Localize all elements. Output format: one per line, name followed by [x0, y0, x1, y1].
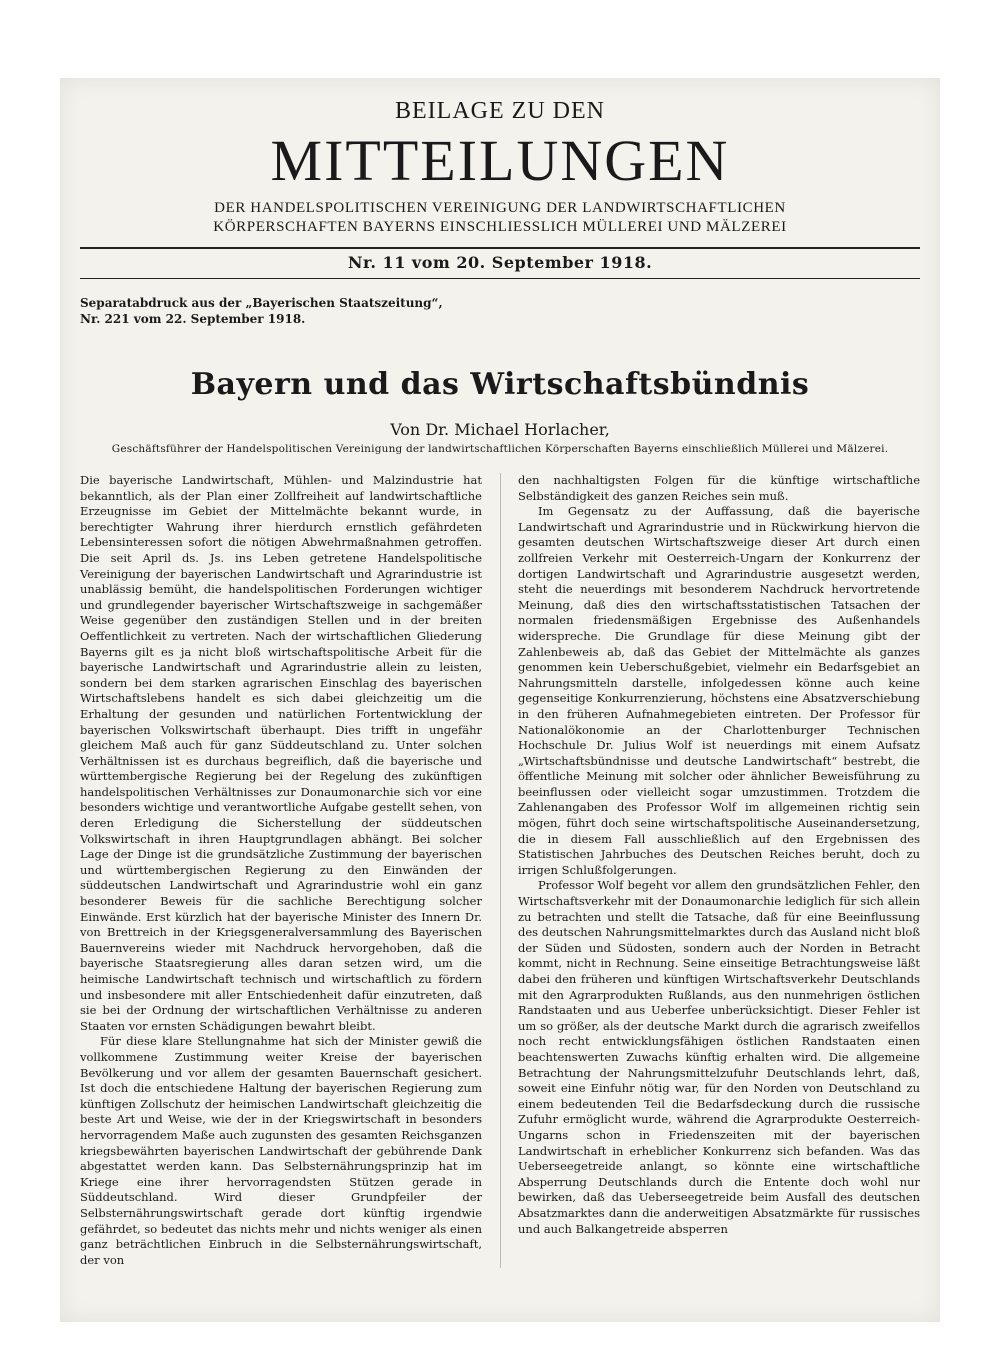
- paragraph: den nachhaltigsten Folgen für die künftige wirtschaftliche Selbständigkeit des ganzen Reiches sein muß.: [518, 473, 920, 503]
- right-column: [518, 473, 920, 1268]
- subtitle-line-1: DER HANDELSPOLITISCHEN VEREINIGUNG DER LANDWIRTSCHAFTLICHEN: [214, 200, 786, 216]
- separatabdruck-line-2: Nr. 221 vom 22. September 1918.: [80, 312, 306, 326]
- paragraph: Für diese klare Stellungnahme hat sich der Minister gewiß die vollkommene Zustimmung weiter Kreise der bayerischen Bevölkerung und vor allem der gesamten Bauernschaft gesichert. Ist doch die entschiedene Haltung der bayerischen Regierung zum künftigen Zollschutz der heimischen Landwirtschaft gleichzeitig die beste Art und Weise, wie der in der Kriegswirtschaft in besonders hervorragendem Maße auch zugunsten des gesamten Reichsganzen kriegsbewährten bayerischen Landwirtschaft der gebührende Dank abgestattet werden kann. Das Selbsternährungsprinzip hat im Kriege eine ihrer hervorragendsten Stützen gerade in Süddeutschland. Wird dieser Grundpfeiler der Selbsternährungswirtschaft gerade dort künftig irgendwie gefährdet, so bedeutet das nichts mehr und nichts weniger als einen ganz beträchtlichen Einbruch in die Selbsternährungswirtschaft, der von: [80, 1034, 482, 1267]
- separatabdruck-note: [80, 295, 920, 327]
- article-headline: Bayern und das Wirtschaftsbündnis: [190, 367, 810, 402]
- article-byline: Von Dr. Michael Horlacher,: [390, 420, 610, 439]
- article-body: [80, 473, 920, 1268]
- subtitle: [80, 199, 920, 237]
- header-rule-bottom: [80, 278, 920, 279]
- subtitle-line-2: KÖRPERSCHAFTEN BAYERNS EINSCHLIESSLICH MÜLLEREI UND MÄLZEREI: [213, 219, 787, 235]
- separatabdruck-line-1: Separatabdruck aus der „Bayerischen Staatszeitung“,: [80, 296, 443, 310]
- supertitle: BEILAGE ZU DEN: [395, 98, 605, 124]
- header-rule-top: [80, 247, 920, 249]
- column-divider: [500, 473, 501, 1268]
- issue-line: Nr. 11 vom 20. September 1918.: [347, 253, 653, 272]
- page-title: MITTEILUNGEN: [270, 128, 730, 193]
- left-column: [80, 473, 482, 1268]
- author-affiliation: Geschäftsführer der Handelspolitischen Vereinigung der landwirtschaftlichen Körperschaften Bayerns einschließlich Müllerei und Mälzerei.: [111, 443, 889, 455]
- paragraph: Die bayerische Landwirtschaft, Mühlen- und Malzindustrie hat bekanntlich, als der Plan einer Zollfreiheit auf landwirtschaftliche Erzeugnisse im Gebiet der Mittelmächte bekannt wurde, in berechtigter Wahrung ihrer hierdurch ernstlich gefährdeten Lebensinteressen sofort die nötigen Abwehrmaßnahmen getroffen. Die seit April ds. Js. ins Leben getretene Handelspolitische Vereinigung der bayerischen Landwirtschaft und Agrarindustrie ist unablässig bemüht, die handelspolitischen Forderungen wichtiger und grundlegender bayerischer Wirtschaftszweige in sachgemäßer Weise gegenüber den zuständigen Stellen und in der breiten Oeffentlichkeit zu vertreten. Nach der wirtschaftlichen Gliederung Bayerns gilt es ja nicht bloß wirtschaftspolitische Arbeit für die bayerische Landwirtschaft und Agrarindustrie allein zu leisten, sondern bei dem starken agrarischen Einschlag des bayerischen Wirtschaftslebens handelt es sich dabei gleichzeitig um die Erhaltung der gesunden und natürlichen Fortentwicklung der bayerischen Volkswirtschaft überhaupt. Dies trifft in ungefähr gleichem Maß auch für ganz Süddeutschland zu. Unter solchen Verhältnissen ist es durchaus begreiflich, daß die bayerische und württembergische Regierung bei der Regelung des zukünftigen handelspolitischen Verhältnisses zur Donaumonarchie sich vor eine besonders wichtige und verantwortliche Aufgabe gestellt sehen, von deren Erledigung die Sicherstellung der süddeutschen Volkswirtschaft in ihren Hauptgrundlagen abhängt. Bei solcher Lage der Dinge ist die grundsätzliche Zustimmung der bayerischen und württembergischen Regierung zu den Einwänden der süddeutschen Landwirtschaft und Agrarindustrie wohl ein ganz besonderer Beweis für die sachliche Berechtigung solcher Einwände. Erst kürzlich hat der bayerische Minister des Innern Dr. von Brettreich in der Kriegsgeneralversammlung des Bayerischen Bauernvereins wieder mit Nachdruck hervorgehoben, daß die bayerische Staatsregierung alles daran setzen wird, um die heimische Landwirtschaft technisch und wirtschaftlich zu fördern und insbesondere mit aller Entschiedenheit dafür einzutreten, daß sie bei der Ordnung der wirtschaftlichen Verhältnisse zu anderen Staaten vor ernsten Schädigungen bewahrt bleibt.: [80, 473, 482, 1033]
- paragraph: Im Gegensatz zu der Auffassung, daß die bayerische Landwirtschaft und Agrarindustrie und in Rückwirkung hiervon die gesamten deutschen Wirtschaftszweige dieser Art durch einen zollfreien Verkehr mit Oesterreich-Ungarn der Konkurrenz der dortigen Landwirtschaft und Agrarindustrie ausgesetzt werden, steht die neuerdings mit besonderem Nachdruck hervortretende Meinung, daß dies den wirtschaftsstatistischen Tatsachen der normalen friedensmäßigen Ergebnisse des Außenhandels widerspreche. Die Grundlage für diese Meinung gibt der Zahlenbeweis ab, daß das Gebiet der Mittelmächte als ganzes genommen kein Ueberschußgebiet, vielmehr ein Bedarfsgebiet an Nahrungsmitteln darstelle, infolgedessen könne auch keine gegenseitige Konkurrenzierung, höchstens eine Absatzverschiebung in den früheren Aufnahmegebieten eintreten. Der Professor für Nationalökonomie an der Charlottenburger Technischen Hochschule Dr. Julius Wolf ist neuerdings mit einem Aufsatz „Wirtschaftsbündnisse und deutsche Landwirtschaft“ bestrebt, die öffentliche Meinung mit solcher oder ähnlicher Beweisführung zu beeinflussen oder vielleicht sogar umzustimmen. Trotzdem die Zahlenangaben des Professor Wolf im allgemeinen richtig sein mögen, führt doch seine wirtschaftspolitische Auseinandersetzung, die in diesem Fall ausschließlich auf den Ergebnissen des Statistischen Jahrbuches des Deutschen Reiches beruht, doch zu irrigen Schlußfolgerungen.: [518, 504, 920, 877]
- paragraph: Professor Wolf begeht vor allem den grundsätzlichen Fehler, den Wirtschaftsverkehr mit der Donaumonarchie lediglich für sich allein zu betrachten und stellt die Tatsache, daß für eine Beeinflussung des deutschen Nahrungsmittelmarktes durch das Ausland nicht bloß der Süden und Südosten, sondern auch der Norden in Betracht kommt, nicht in Rechnung. Seine einseitige Betrachtungsweise läßt dabei den früheren und künftigen Wirtschaftsverkehr Deutschlands mit den Agrarprodukten Rußlands, aus den nunmehrigen östlichen Randstaaten und aus Ueberfee unberücksichtigt. Dieser Fehler ist um so größer, als der deutsche Markt durch die agrarisch zweifellos noch recht entwicklungsfähigen östlichen Randstaaten einen beachtenswerten Zuwachs künftig erhalten wird. Die allgemeine Betrachtung der Nahrungsmittelzufuhr Deutschlands lehrt, daß, soweit eine Einfuhr nötig war, für den Norden von Deutschland zu einem bedeutenden Teil die Bedarfsdeckung durch die russische Zufuhr ermöglicht wurde, während die Agrarprodukte Oesterreich-Ungarns schon in Friedenszeiten mit der bayerischen Landwirtschaft in erheblicher Konkurrenz sich befanden. Was das Ueberseegetreide anlangt, so könnte eine wirtschaftliche Absperrung Deutschlands durch die Entente doch wohl nur bewirken, daß das Ueberseegetreide beim Ausfall des deutschen Absatzmarktes dann die anderweitigen Absatzmärkte für russisches und auch Balkangetreide absperren: [518, 878, 920, 1236]
- document-page: [80, 80, 920, 1268]
